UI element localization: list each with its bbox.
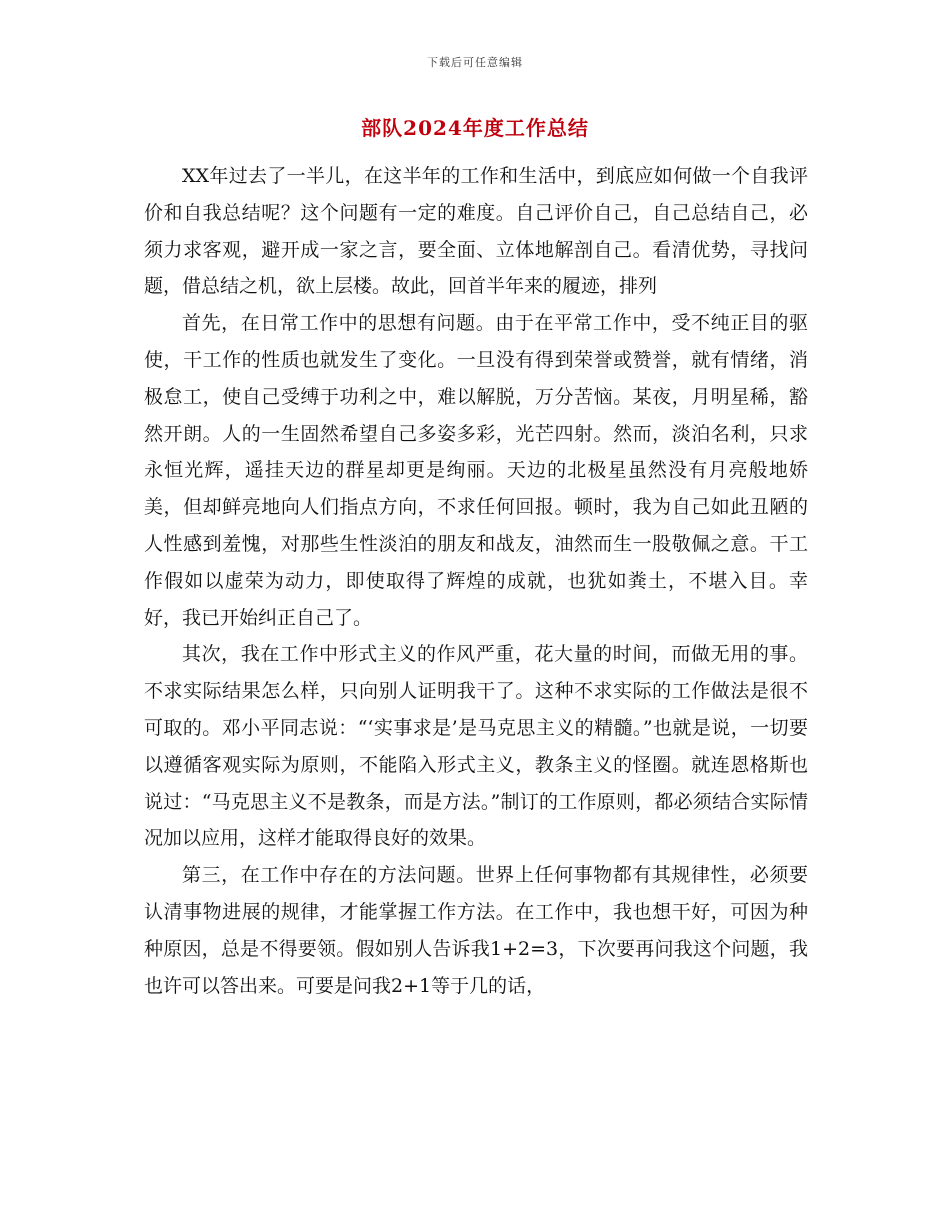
paragraph-intro: XX年过去了一半儿，在这半年的工作和生活中，到底应如何做一个自我评价和自我总结呢？这个问题有一定的难度。自己评价自己，自己总结自己，必须力求客观，避开成一家之言，要全面、立体地解剖自己。看清优势，寻找问题，借总结之机，欲上层楼。故此，回首半年来的履迹，排列 (144, 165, 808, 298)
paragraph-second: 其次，我在工作中形式主义的作风严重，花大量的时间，而做无用的事。不求实际结果怎么样，只向别人证明我干了。这种不求实际的工作做法是很不可取的。邓小平同志说：“‘实事求是’是马克思主义的精髓。”也就是说，一切要以遵循客观实际为原则，不能陷入形式主义，教条主义的怪圈。就连恩格斯也说过：“马克思主义不是教条，而是方法。”制订的工作原则，都必须结合实际情况加以应用，这样才能取得良好的效果。 (144, 643, 808, 850)
header-note: 下载后可任意编辑 (427, 56, 523, 69)
paragraph-third: 第三，在工作中存在的方法问题。世界上任何事物都有其规律性，必须要认清事物进展的规律，才能掌握工作方法。在工作中，我也想干好，可因为种种原因，总是不得要领。假如别人告诉我1+2=3，下次要再问我这个问题，我也许可以答出来。可要是问我2+1等于几的话， (144, 864, 808, 997)
document-title: 部队2024年度工作总结 (361, 116, 589, 140)
document-body (144, 158, 808, 1004)
paragraph-first: 首先，在日常工作中的思想有问题。由于在平常工作中，受不纯正目的驱使，干工作的性质也就发生了变化。一旦没有得到荣誉或赞誉，就有情绪，消极怠工，使自己受缚于功利之中，难以解脱，万分苦恼。某夜，月明星稀，豁然开朗。人的一生固然希望自己多姿多彩，光芒四射。然而，淡泊名利，只求永恒光辉，遥挂天边的群星却更是绚丽。天边的北极星虽然没有月亮般地娇美，但却鲜亮地向人们指点方向，不求任何回报。顿时，我为自己如此丑陋的人性感到羞愧，对那些生性淡泊的朋友和战友，油然而生一股敬佩之意。干工作假如以虚荣为动力，即使取得了辉煌的成就，也犹如粪土，不堪入目。幸好，我已开始纠正自己了。 (144, 312, 808, 629)
